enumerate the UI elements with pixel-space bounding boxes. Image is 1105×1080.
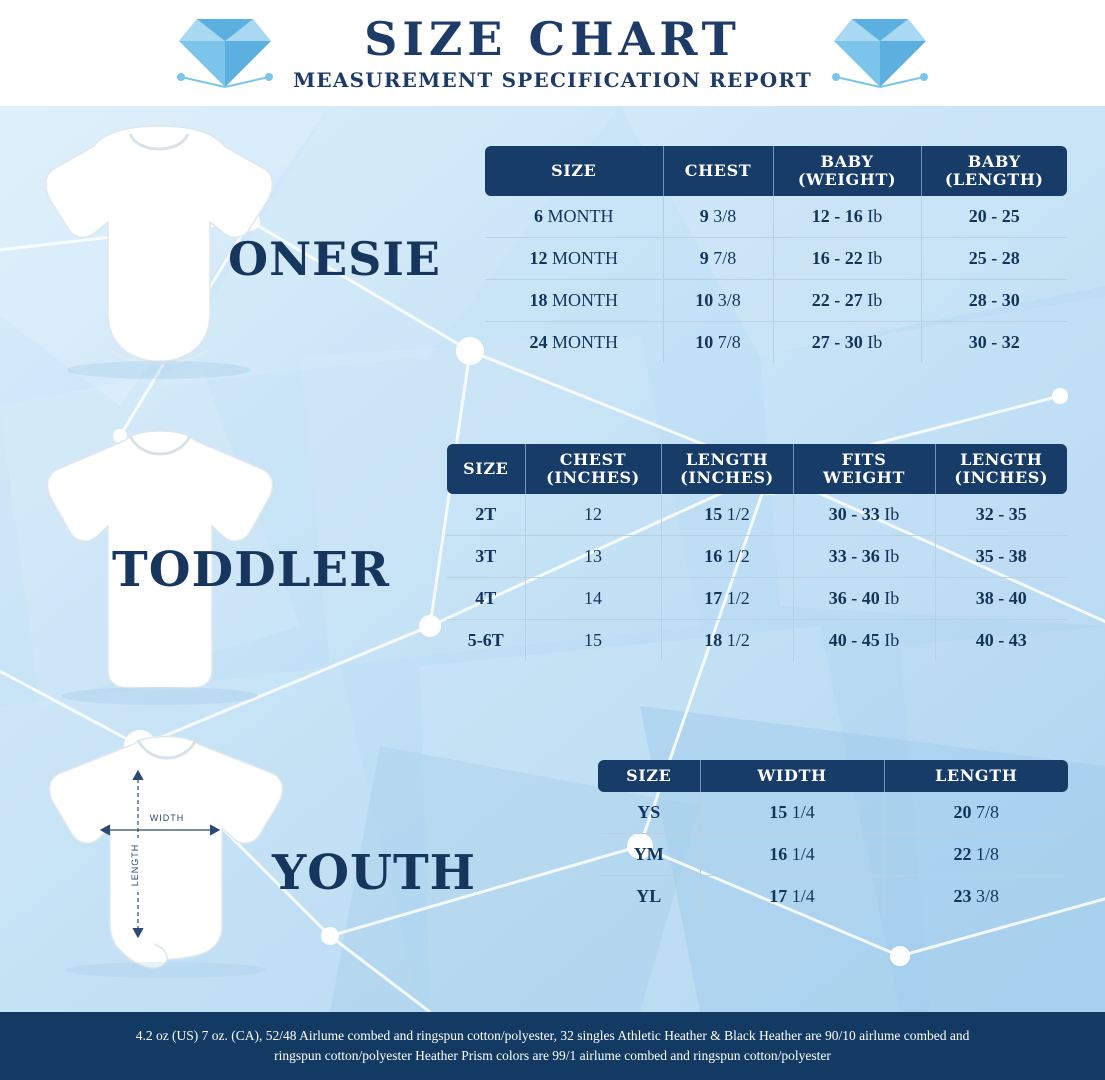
column-header: CHEST (INCHES) bbox=[525, 444, 661, 494]
cell-weight: 12 - 16 Ib bbox=[773, 196, 921, 238]
cell-fits-weight: 36 - 40 Ib bbox=[793, 577, 935, 619]
cell-chest: 10 7/8 bbox=[663, 321, 773, 363]
column-header: LENGTH (INCHES) bbox=[935, 444, 1067, 494]
cell-length: 18 1/2 bbox=[661, 619, 793, 661]
cell-length: 16 1/2 bbox=[661, 535, 793, 577]
table-header-row bbox=[485, 146, 1067, 196]
footer-disclaimer bbox=[0, 1012, 1105, 1080]
cell-chest: 10 3/8 bbox=[663, 279, 773, 321]
cell-weight: 16 - 22 Ib bbox=[773, 237, 921, 279]
cell-length: 20 - 25 bbox=[921, 196, 1067, 238]
cell-weight: 22 - 27 Ib bbox=[773, 279, 921, 321]
cell-length2: 32 - 35 bbox=[935, 494, 1067, 536]
cell-fits-weight: 40 - 45 Ib bbox=[793, 619, 935, 661]
diamond-icon bbox=[175, 15, 275, 91]
table-row bbox=[447, 577, 1067, 619]
section-title-onesie: ONESIE bbox=[228, 232, 441, 286]
cell-weight: 27 - 30 Ib bbox=[773, 321, 921, 363]
header bbox=[0, 0, 1105, 106]
cell-width: 15 1/4 bbox=[700, 792, 884, 834]
cell-size: 24 MONTH bbox=[485, 321, 663, 363]
table-row bbox=[598, 875, 1068, 917]
table-row bbox=[598, 792, 1068, 834]
cell-length: 17 1/2 bbox=[661, 577, 793, 619]
cell-chest: 9 7/8 bbox=[663, 237, 773, 279]
cell-length2: 38 - 40 bbox=[935, 577, 1067, 619]
cell-length: 25 - 28 bbox=[921, 237, 1067, 279]
width-label: WIDTH bbox=[149, 813, 185, 823]
cell-size: 2T bbox=[447, 494, 525, 536]
cell-fits-weight: 30 - 33 Ib bbox=[793, 494, 935, 536]
cell-chest: 15 bbox=[525, 619, 661, 661]
cell-length2: 40 - 43 bbox=[975, 629, 1027, 650]
column-header: LENGTH (INCHES) bbox=[661, 444, 793, 494]
page-subtitle: MEASUREMENT SPECIFICATION REPORT bbox=[293, 68, 812, 92]
cell-size: YS bbox=[598, 792, 700, 834]
cell-chest: 12 bbox=[525, 494, 661, 536]
column-header: SIZE bbox=[598, 760, 700, 792]
cell-length: 28 - 30 bbox=[921, 279, 1067, 321]
column-header: CHEST bbox=[663, 146, 773, 196]
cell-width: 17 1/4 bbox=[700, 875, 884, 917]
cell-size: 4T bbox=[447, 577, 525, 619]
cell-size: YL bbox=[598, 875, 700, 917]
cell-fits-weight: 33 - 36 Ib bbox=[793, 535, 935, 577]
table-row bbox=[485, 321, 1067, 363]
cell-length: 23 3/8 bbox=[953, 885, 999, 906]
table-row bbox=[485, 237, 1067, 279]
cell-size: 3T bbox=[447, 535, 525, 577]
size-table-youth bbox=[598, 760, 1068, 917]
column-header: BABY (LENGTH) bbox=[921, 146, 1067, 196]
table-header-row bbox=[447, 444, 1067, 494]
table-row bbox=[485, 279, 1067, 321]
cell-size: 12 MONTH bbox=[485, 237, 663, 279]
cell-size: YM bbox=[598, 833, 700, 875]
youth-tshirt-image bbox=[26, 730, 306, 980]
cell-chest: 9 3/8 bbox=[663, 196, 773, 238]
table-row bbox=[485, 196, 1067, 238]
table-row bbox=[447, 535, 1067, 577]
section-title-toddler: TODDLER bbox=[112, 542, 391, 598]
cell-length: 15 1/2 bbox=[661, 494, 793, 536]
cell-length: 30 - 32 bbox=[968, 331, 1020, 352]
column-header: LENGTH bbox=[884, 760, 1068, 792]
column-header: WIDTH bbox=[700, 760, 884, 792]
column-header: BABY (WEIGHT) bbox=[773, 146, 921, 196]
cell-width: 16 1/4 bbox=[700, 833, 884, 875]
page-title: SIZE CHART bbox=[364, 12, 741, 66]
cell-length: 22 1/8 bbox=[884, 833, 1068, 875]
length-label: LENGTH bbox=[130, 843, 140, 887]
column-header: SIZE bbox=[485, 146, 663, 196]
column-header: FITS WEIGHT bbox=[793, 444, 935, 494]
table-header-row bbox=[598, 760, 1068, 792]
cell-length2: 35 - 38 bbox=[935, 535, 1067, 577]
footer-line-1: 4.2 oz (US) 7 oz. (CA), 52/48 Airlume combed and ringspun cotton/polyester, 32 singles Athletic Heather & Black Heather are 90/10 airlume combed and bbox=[135, 1027, 970, 1043]
cell-chest: 14 bbox=[525, 577, 661, 619]
cell-size: 18 MONTH bbox=[485, 279, 663, 321]
table-row bbox=[598, 833, 1068, 875]
cell-size: 5-6T bbox=[447, 619, 525, 661]
cell-chest: 13 bbox=[525, 535, 661, 577]
footer-line-2: ringspun cotton/polyester Heather Prism colors are 99/1 airlume combed and ringspun cotton/polyester bbox=[274, 1048, 831, 1063]
size-table-onesie bbox=[485, 146, 1067, 363]
cell-length: 20 7/8 bbox=[884, 792, 1068, 834]
section-title-youth: YOUTH bbox=[272, 845, 477, 901]
size-table-toddler bbox=[447, 444, 1067, 661]
table-row bbox=[447, 494, 1067, 536]
diamond-icon bbox=[830, 15, 930, 91]
table-row bbox=[447, 619, 1067, 661]
column-header: SIZE bbox=[447, 444, 525, 494]
cell-size: 6 MONTH bbox=[485, 196, 663, 238]
